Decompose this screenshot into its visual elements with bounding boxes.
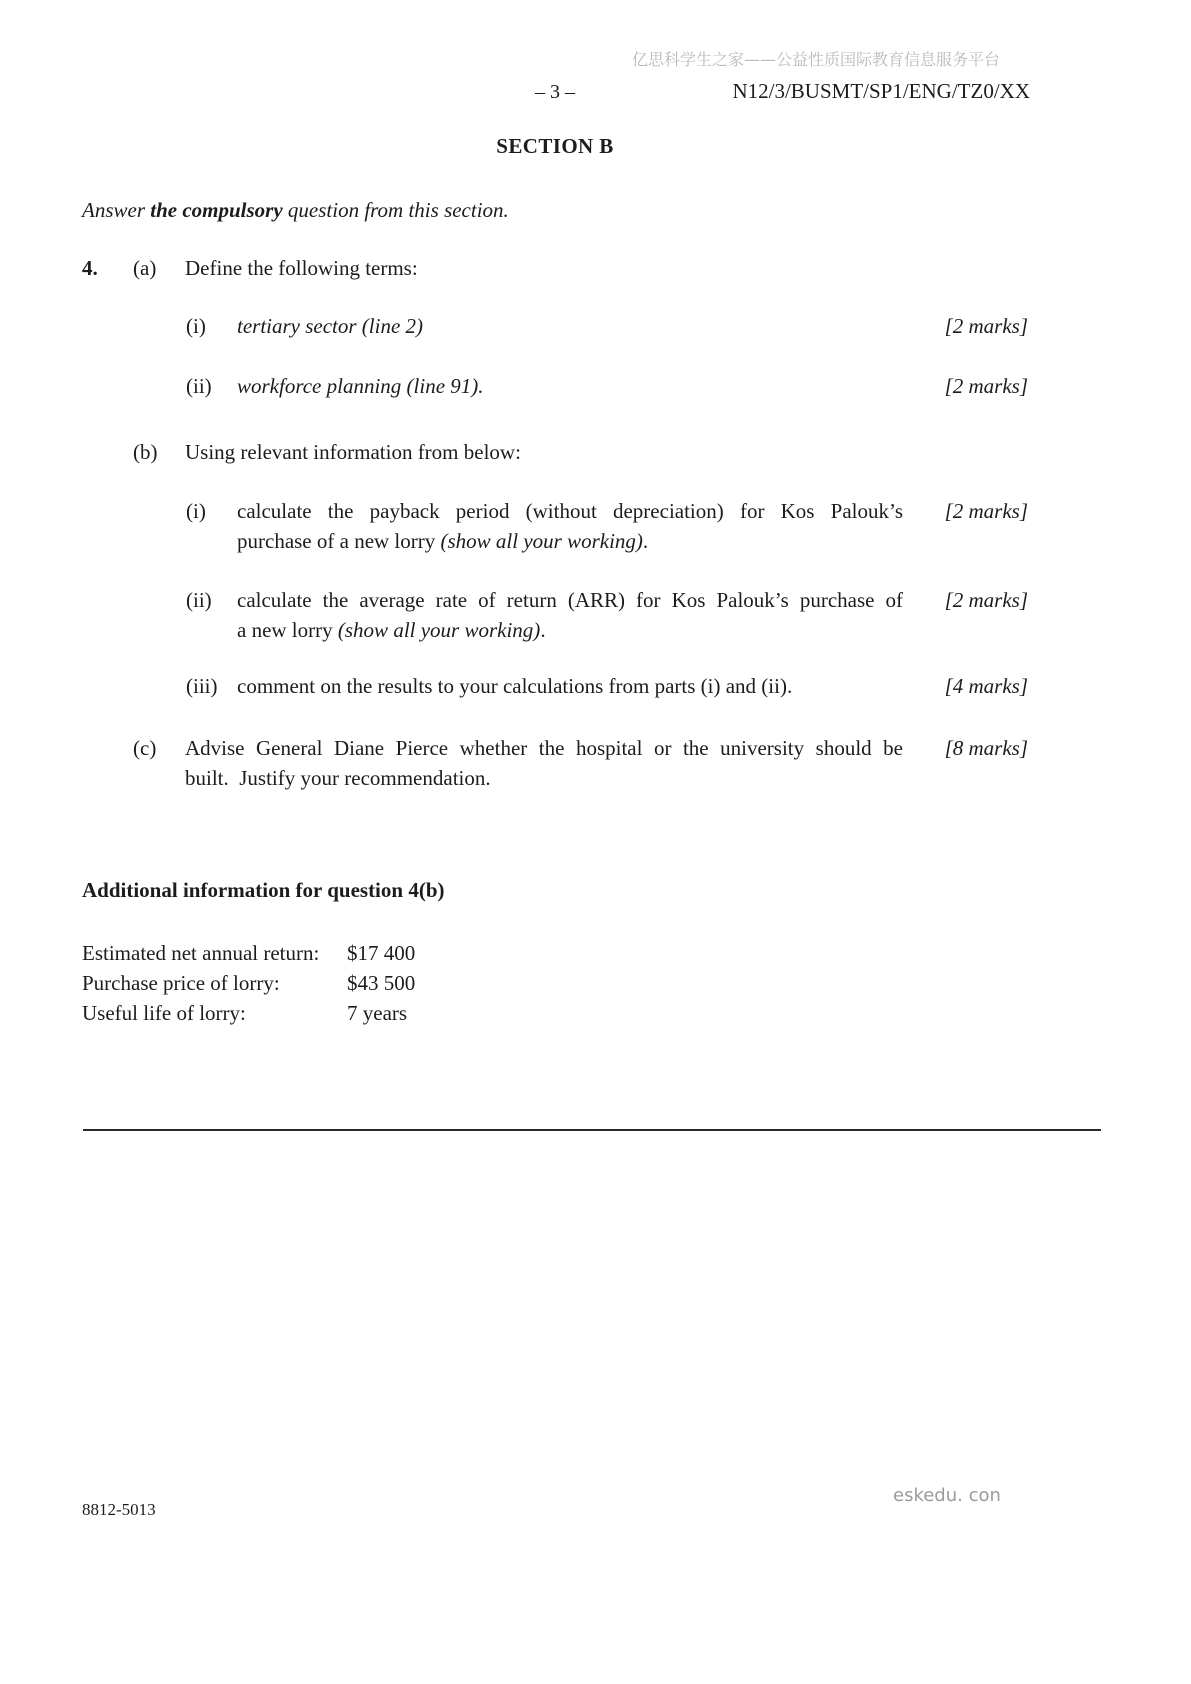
item-b-iii-marks: [4 marks]: [944, 674, 1028, 698]
item-a-i-marks: [2 marks]: [944, 314, 1028, 338]
part-a-text: Define the following terms:: [185, 256, 418, 280]
item-b-i-paragraph: [237, 496, 903, 556]
horizontal-rule: [83, 1129, 1101, 1131]
item-a-ii: [186, 371, 1028, 401]
additional-info-title: Additional information for question 4(b): [82, 878, 445, 902]
item-b-i-line2-end: .: [642, 529, 649, 553]
instruction-post: question from this section.: [282, 198, 509, 222]
item-a-ii-number: (ii): [186, 374, 212, 398]
part-c-marks: [8 marks]: [944, 736, 1028, 760]
part-c-label: (c): [133, 736, 157, 760]
watermark-text: 亿思科学生之家——公益性质国际教育信息服务平台: [632, 50, 1001, 69]
info-value: 7 years: [347, 1001, 408, 1025]
page-number: – 3 –: [535, 81, 575, 103]
item-a-ii-marks: [2 marks]: [944, 374, 1028, 398]
item-b-ii-line1: calculate the average rate of return (ARR) for Kos Palouk’s purchase of: [237, 588, 903, 612]
item-b-ii-line2: [237, 615, 903, 645]
info-label: Estimated net annual return:: [82, 941, 320, 965]
part-b-text: Using relevant information from below:: [185, 440, 521, 464]
info-label: Purchase price of lorry:: [82, 971, 280, 995]
instruction-pre: Answer: [82, 198, 151, 222]
info-value: $43 500: [347, 971, 416, 995]
item-b-i-line2: [237, 526, 903, 556]
item-b-i-line2-text: purchase of a new lorry: [237, 529, 441, 553]
part-c-line2: built. Justify your recommendation.: [185, 766, 491, 790]
part-a-label: (a): [133, 256, 157, 280]
part-c-paragraph: [185, 733, 903, 793]
section-title: SECTION B: [496, 134, 614, 158]
item-b-ii-number: (ii): [186, 588, 212, 612]
question-4-header: [82, 253, 1028, 283]
footer-paper-id: 8812-5013: [82, 1500, 156, 1519]
item-b-ii-line2-end: .: [540, 618, 546, 642]
item-b-ii-marks: [2 marks]: [944, 588, 1028, 612]
footer-watermark: eskedu. con: [893, 1485, 1001, 1506]
item-a-i-term: tertiary sector (line 2): [237, 314, 424, 338]
item-b-iii-text: comment on the results to your calculations from parts (i) and (ii).: [237, 674, 793, 698]
item-b-iii-number: (iii): [186, 674, 218, 698]
item-b-iii: [186, 671, 1028, 701]
part-c: [133, 733, 1028, 793]
item-a-i-number: (i): [186, 314, 206, 338]
part-b-header: [133, 437, 1028, 467]
info-value: $17 400: [347, 941, 416, 965]
item-b-ii: [186, 585, 1028, 645]
section-instruction: [82, 195, 509, 225]
instruction-bold: the compulsory: [150, 198, 283, 222]
item-b-i: [186, 496, 1028, 556]
paper-code: N12/3/BUSMT/SP1/ENG/TZ0/XX: [732, 79, 1030, 103]
part-c-line1: Advise General Diane Pierce whether the hospital or the university should be: [185, 736, 903, 760]
info-label: Useful life of lorry:: [82, 1001, 246, 1025]
part-b-label: (b): [133, 440, 158, 464]
item-a-ii-term: workforce planning (line 91).: [237, 374, 484, 398]
item-b-i-marks: [2 marks]: [944, 499, 1028, 523]
item-b-i-line1: calculate the payback period (without depreciation) for Kos Palouk’s: [237, 499, 903, 523]
item-b-i-number: (i): [186, 499, 206, 523]
item-b-i-line2-italic: (show all your working): [440, 529, 643, 553]
item-b-ii-line2-italic: (show all your working): [337, 618, 541, 642]
item-b-ii-paragraph: [237, 585, 903, 645]
item-a-i: [186, 311, 1028, 341]
item-b-ii-line2-text: a new lorry: [237, 618, 338, 642]
question-number: 4.: [82, 256, 98, 280]
